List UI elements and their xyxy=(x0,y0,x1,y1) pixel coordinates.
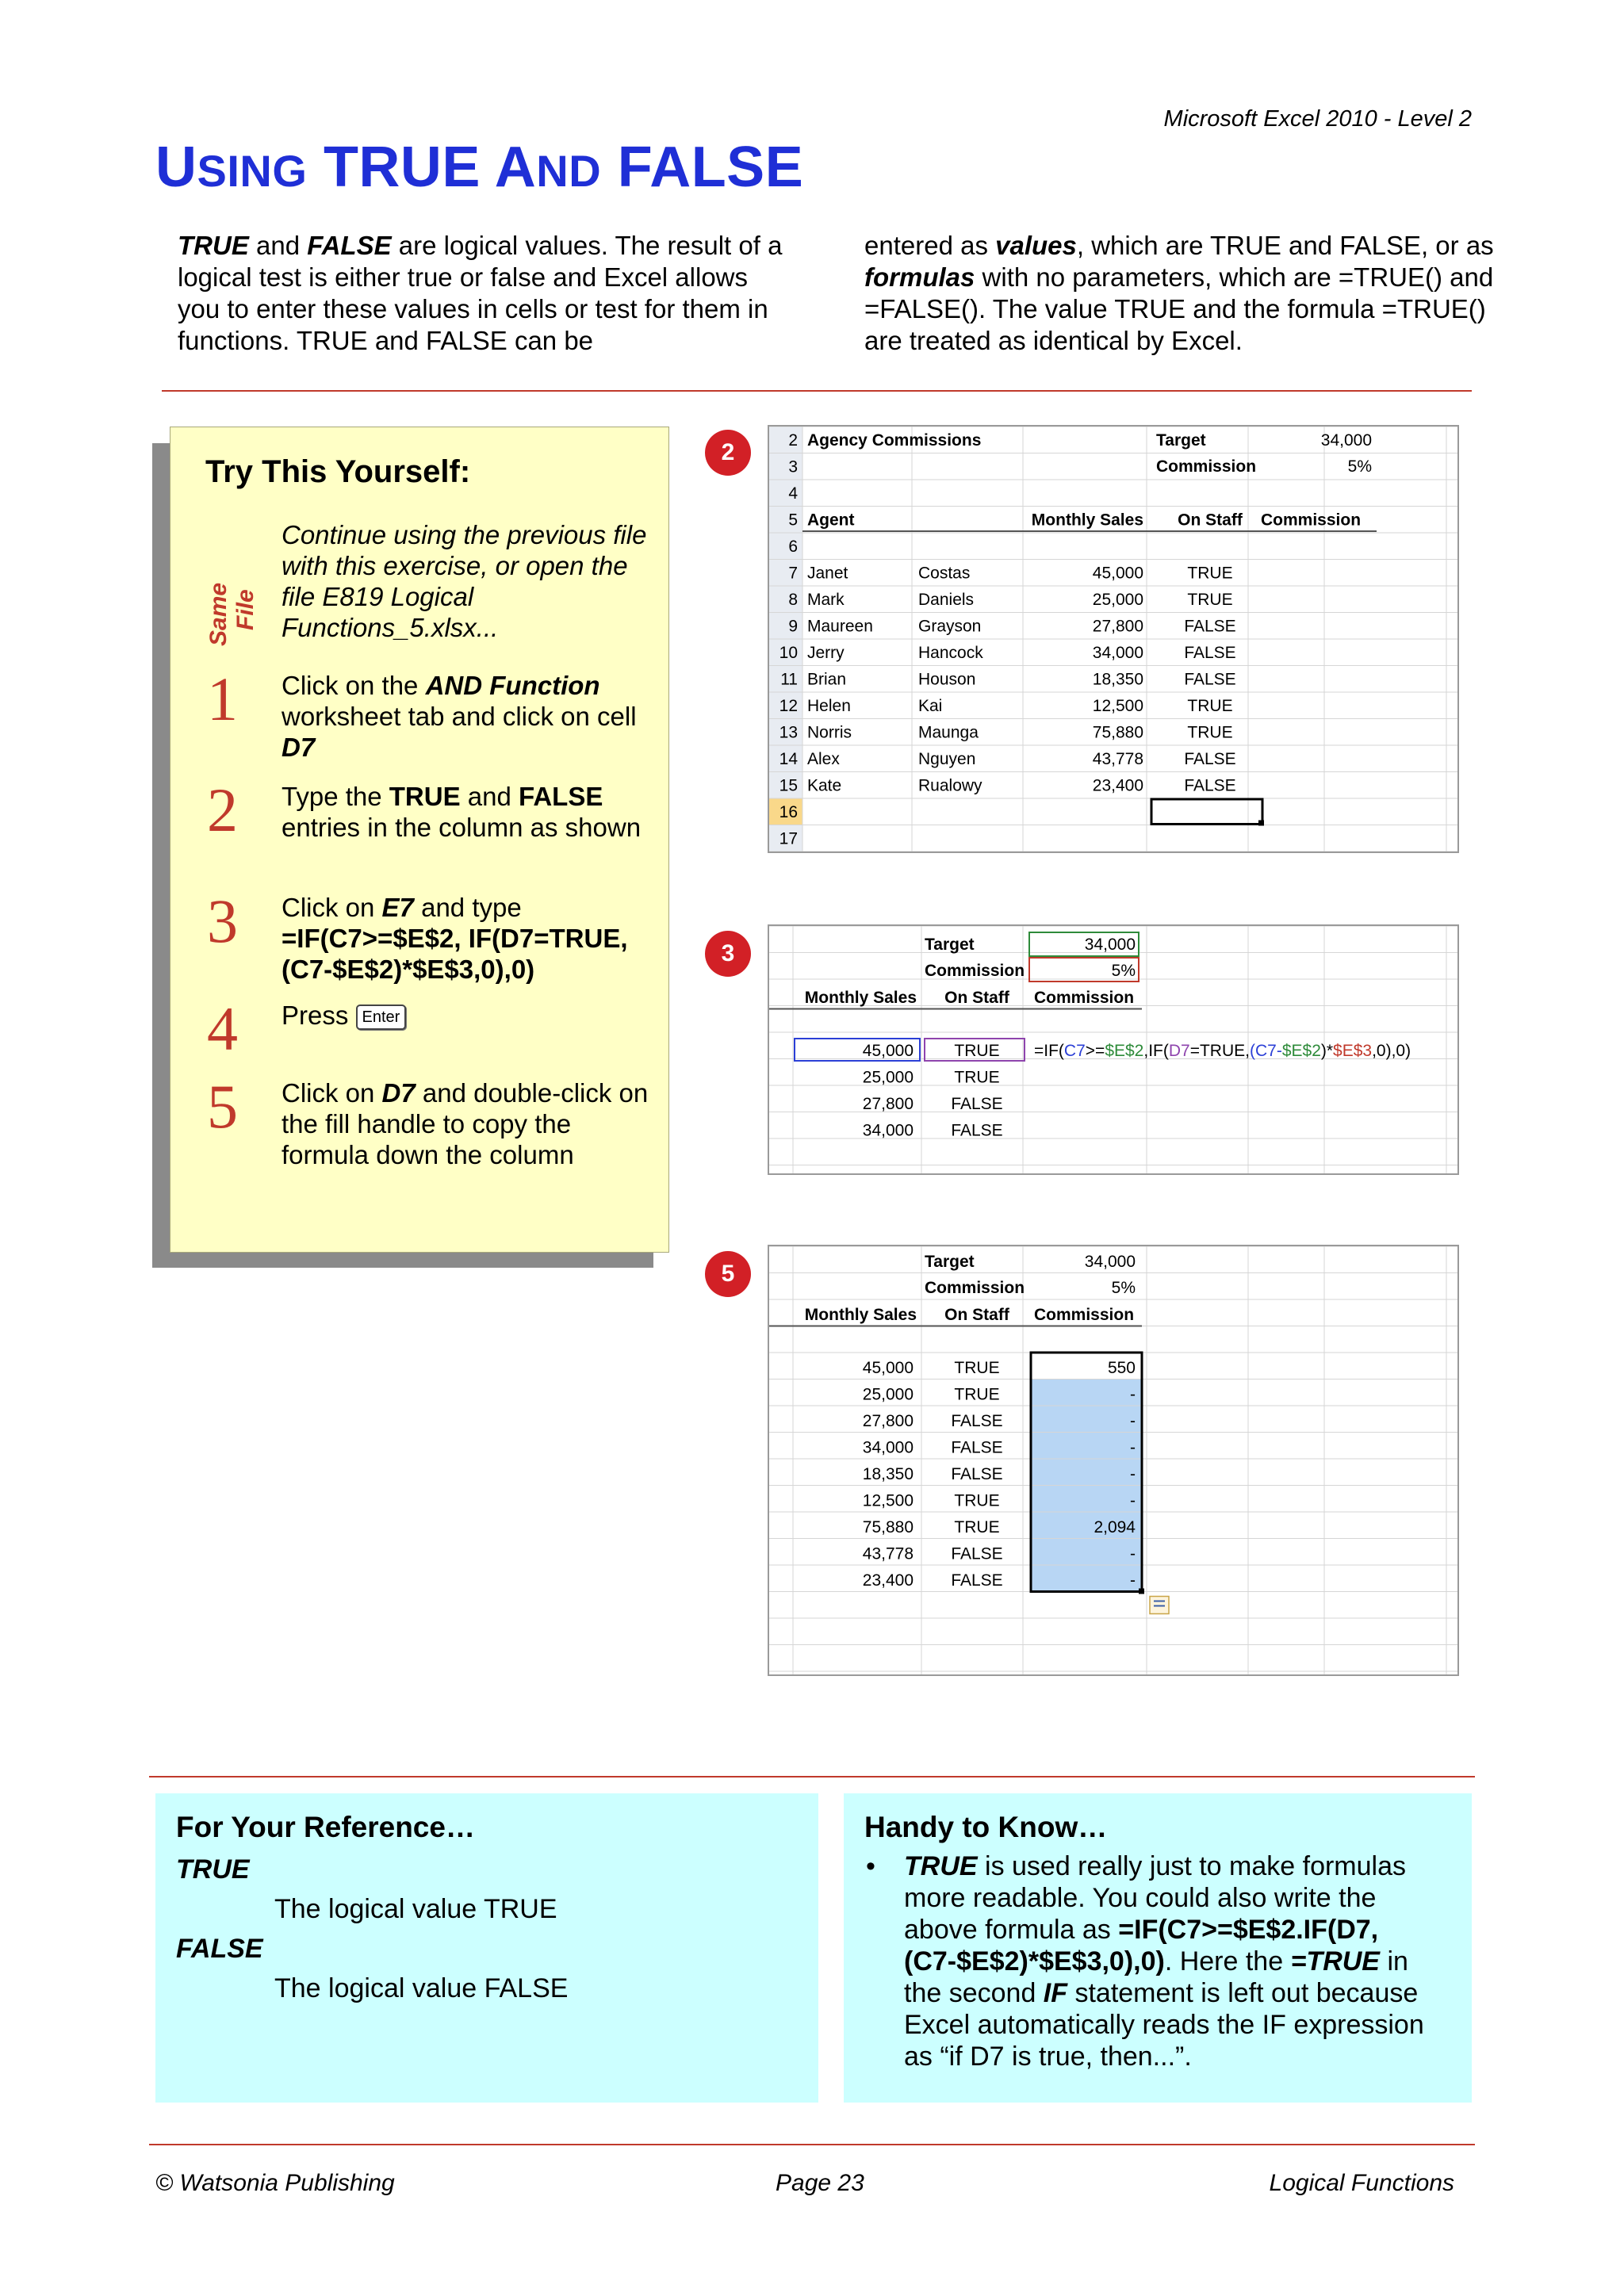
divider xyxy=(149,2144,1475,2145)
formula-part: >= xyxy=(1085,1042,1105,1060)
handy-text-part: in the second xyxy=(904,1946,1408,2008)
header-commission: Commission xyxy=(1261,511,1362,530)
monthly-sales-cell: 25,000 xyxy=(1092,591,1143,609)
formula-part: )* xyxy=(1320,1042,1334,1060)
intro-right xyxy=(864,230,1499,357)
commission-value: 5% xyxy=(1347,457,1372,476)
agent-last-name: Grayson xyxy=(918,617,982,636)
intro-text: and xyxy=(248,231,308,260)
row-number: 8 xyxy=(788,591,798,609)
agent-last-name: Maunga xyxy=(918,723,979,742)
commission-cell: 2,094 xyxy=(1094,1518,1136,1536)
step-text-part: Type the xyxy=(282,782,389,811)
step-number: 5 xyxy=(207,1072,238,1141)
intro-values: values xyxy=(995,231,1077,260)
footer-page: Page 23 xyxy=(776,2170,864,2196)
formula-part: D7 xyxy=(1168,1042,1190,1060)
on-staff-cell: TRUE xyxy=(1187,723,1233,742)
agent-first-name: Helen xyxy=(807,697,851,715)
header-monthly-sales: Monthly Sales xyxy=(1031,511,1143,530)
step-bold: FALSE xyxy=(519,782,603,811)
step-text-part: worksheet tab and click on cell xyxy=(282,702,637,731)
step-3-text xyxy=(282,892,654,985)
target-value: 34,000 xyxy=(1084,936,1136,954)
title-u: U xyxy=(155,136,197,199)
step-text-part: and double-click on the fill handle to copy the formula down the column xyxy=(282,1078,649,1169)
enter-key: Enter xyxy=(356,1004,407,1030)
row-number: 13 xyxy=(779,723,798,742)
header-on-staff: On Staff xyxy=(1178,511,1243,530)
on-staff-cell: FALSE xyxy=(951,1095,1003,1113)
commission-cell: - xyxy=(1130,1385,1136,1404)
on-staff-cell: TRUE xyxy=(1187,697,1233,715)
header-commission: Commission xyxy=(1034,1306,1135,1324)
formula-part: =TRUE, xyxy=(1189,1042,1250,1060)
formula-part: $E$2 xyxy=(1105,1042,1144,1060)
row-number: 14 xyxy=(779,750,798,768)
formula-part: ,IF( xyxy=(1143,1042,1169,1060)
course-header: Microsoft Excel 2010 - Level 2 xyxy=(1163,106,1472,132)
agent-first-name: Maureen xyxy=(807,617,873,636)
intro-text: with no parameters, which are =TRUE() and =FALSE(). The value TRUE and the formula =TRUE() are treated as identical by Excel. xyxy=(864,262,1494,355)
spreadsheet-step-5 xyxy=(768,1245,1459,1676)
header-on-staff: On Staff xyxy=(944,1306,1009,1324)
on-staff-cell: TRUE xyxy=(1187,564,1233,583)
on-staff-cell: FALSE xyxy=(951,1121,1003,1140)
step-number: 1 xyxy=(207,664,238,733)
intro-text: are logical values. The result of a logical test is either true or false and Excel allows you to enter these values in cells or test for them in functions. TRUE and FALSE can be xyxy=(178,231,783,355)
formula-part: $E$2 xyxy=(1281,1042,1321,1060)
on-staff-cell: TRUE xyxy=(954,1042,1000,1060)
on-staff-cell: FALSE xyxy=(951,1465,1003,1483)
handy-text-part: . Here the xyxy=(1164,1946,1291,1976)
sheet-2-grid xyxy=(769,926,1457,1173)
monthly-sales-cell: 34,000 xyxy=(862,1438,914,1457)
on-staff-cell: TRUE xyxy=(954,1518,1000,1536)
target-label: Target xyxy=(925,936,975,954)
title-true: TRUE xyxy=(323,136,481,199)
monthly-sales-cell: 25,000 xyxy=(862,1068,914,1087)
intro-true: TRUE xyxy=(178,231,249,260)
row-number: 11 xyxy=(780,670,798,689)
step-text-part: Click on xyxy=(282,1078,382,1108)
agent-first-name: Alex xyxy=(807,750,840,768)
step-text-part: and xyxy=(460,782,519,811)
agent-last-name: Costas xyxy=(918,564,971,583)
formula-part: C7 xyxy=(1063,1042,1086,1060)
commission-cell: - xyxy=(1130,1491,1136,1510)
row-number: 15 xyxy=(779,776,798,795)
step-bold: E7 xyxy=(381,893,414,922)
selected-cell xyxy=(1151,799,1262,825)
agent-first-name: Norris xyxy=(807,723,852,742)
on-staff-cell: FALSE xyxy=(1184,750,1236,768)
target-label: Target xyxy=(925,1253,975,1271)
fill-handle xyxy=(1258,821,1264,826)
target-value: 34,000 xyxy=(1320,431,1372,450)
formula-part: $E$3 xyxy=(1333,1042,1373,1060)
agent-first-name: Jerry xyxy=(807,644,845,662)
on-staff-cell: FALSE xyxy=(1184,644,1236,662)
handy-bold: IF xyxy=(1043,1978,1068,2008)
agent-first-name: Kate xyxy=(807,776,842,795)
monthly-sales-cell: 23,400 xyxy=(1092,776,1143,795)
handy-text-part: statement is left out because Excel automatically reads the IF expression as “if D7 is true, then...”. xyxy=(904,1978,1424,2072)
row-number: 16 xyxy=(779,803,798,821)
monthly-sales-cell: 12,500 xyxy=(1092,697,1143,715)
step-number: 2 xyxy=(207,775,238,844)
reference-desc: The logical value FALSE xyxy=(274,1973,569,2003)
step-text-part: Press xyxy=(282,1001,356,1030)
handy-bold: TRUE xyxy=(904,1851,978,1881)
commission-label: Commission xyxy=(1156,457,1257,476)
on-staff-cell: FALSE xyxy=(951,1412,1003,1430)
header-monthly-sales: Monthly Sales xyxy=(804,989,917,1007)
commission-cell: - xyxy=(1130,1544,1136,1563)
row-number: 10 xyxy=(779,644,798,662)
spreadsheet-step-2 xyxy=(768,425,1459,853)
on-staff-cell: TRUE xyxy=(954,1359,1000,1377)
commission-label: Commission xyxy=(925,1279,1025,1297)
step-2-text xyxy=(282,781,654,843)
on-staff-cell: FALSE xyxy=(1184,776,1236,795)
commission-cell: - xyxy=(1130,1571,1136,1590)
step-text-part: Click on xyxy=(282,893,382,922)
monthly-sales-cell: 25,000 xyxy=(862,1385,914,1404)
monthly-sales-cell: 45,000 xyxy=(862,1359,914,1377)
file-label: File xyxy=(232,589,259,630)
step-badge-5: 5 xyxy=(705,1251,751,1297)
commission-cell: 550 xyxy=(1107,1359,1136,1377)
handy-bold: =TRUE xyxy=(1290,1946,1380,1976)
row-number: 2 xyxy=(788,431,798,450)
step-text-part: and type xyxy=(413,893,522,922)
commission-cell: - xyxy=(1130,1465,1136,1483)
step-1-text xyxy=(282,670,654,763)
formula-part: (C7- xyxy=(1249,1042,1282,1060)
step-bold: D7 xyxy=(282,733,316,762)
on-staff-cell: TRUE xyxy=(1187,591,1233,609)
intro-false: FALSE xyxy=(307,231,392,260)
monthly-sales-cell: 45,000 xyxy=(862,1042,914,1060)
on-staff-cell: FALSE xyxy=(1184,617,1236,636)
reference-desc: The logical value TRUE xyxy=(274,1894,557,1924)
commission-value: 5% xyxy=(1111,962,1136,980)
monthly-sales-cell: 27,800 xyxy=(862,1095,914,1113)
step-5-text xyxy=(282,1077,654,1170)
fill-handle xyxy=(1139,1589,1144,1594)
row-number: 7 xyxy=(788,564,798,583)
title-false: FALSE xyxy=(617,136,804,199)
agent-last-name: Daniels xyxy=(918,591,975,609)
step-formula: =IF(C7>=$E$2, IF(D7=TRUE, (C7-$E$2)*$E$3,0),0) xyxy=(282,924,628,984)
header-on-staff: On Staff xyxy=(944,989,1009,1007)
agent-last-name: Nguyen xyxy=(918,750,976,768)
reference-term: TRUE xyxy=(176,1854,250,1885)
agent-last-name: Rualowy xyxy=(918,776,982,795)
target-label: Target xyxy=(1156,431,1206,450)
intro-left xyxy=(178,230,788,357)
monthly-sales-cell: 18,350 xyxy=(1092,670,1143,689)
row-number: 6 xyxy=(788,538,798,556)
step-4-text xyxy=(282,1000,654,1031)
agent-first-name: Mark xyxy=(807,591,845,609)
step-badge-2: 2 xyxy=(705,430,751,476)
sheet-3-grid xyxy=(769,1246,1457,1674)
sheet-title: Agency Commissions xyxy=(807,431,982,450)
monthly-sales-cell: 34,000 xyxy=(1092,644,1143,662)
formula-part: ,0),0) xyxy=(1372,1042,1411,1060)
reference-box xyxy=(155,1793,818,2103)
agent-first-name: Janet xyxy=(807,564,848,583)
intro-text: , which are TRUE and FALSE, or as xyxy=(1076,231,1494,260)
page-title xyxy=(155,135,803,200)
on-staff-cell: TRUE xyxy=(954,1491,1000,1510)
monthly-sales-cell: 43,778 xyxy=(862,1544,914,1563)
step-text-part: Click on the xyxy=(282,671,426,700)
header-agent: Agent xyxy=(807,511,855,530)
title-a: A xyxy=(494,136,537,199)
handy-text xyxy=(904,1850,1451,2072)
handy-title: Handy to Know… xyxy=(864,1811,1108,1843)
step-number: 4 xyxy=(207,994,238,1063)
footer-section: Logical Functions xyxy=(1269,2170,1454,2196)
on-staff-cell: TRUE xyxy=(954,1068,1000,1087)
divider xyxy=(162,390,1472,392)
monthly-sales-cell: 34,000 xyxy=(862,1121,914,1140)
title-sing: SING xyxy=(197,146,308,196)
monthly-sales-cell: 27,800 xyxy=(1092,617,1143,636)
monthly-sales-cell: 12,500 xyxy=(862,1491,914,1510)
intro-text: entered as xyxy=(864,231,996,260)
target-value: 34,000 xyxy=(1084,1253,1136,1271)
reference-title: For Your Reference… xyxy=(176,1811,475,1843)
try-title: Try This Yourself: xyxy=(205,454,471,489)
handy-text-part: is used really just to make formulas more readable. You could also write the above formula as xyxy=(904,1851,1406,1945)
reference-term: FALSE xyxy=(176,1934,263,1964)
row-number: 5 xyxy=(788,511,798,530)
header-commission: Commission xyxy=(1034,989,1135,1007)
commission-label: Commission xyxy=(925,962,1025,980)
on-staff-cell: FALSE xyxy=(951,1571,1003,1590)
formula-part: =IF( xyxy=(1034,1042,1064,1060)
step-text-part: entries in the column as shown xyxy=(282,813,642,842)
divider xyxy=(149,1776,1475,1777)
agent-first-name: Brian xyxy=(807,670,847,689)
commission-value: 5% xyxy=(1111,1279,1136,1297)
commission-cell: - xyxy=(1130,1412,1136,1430)
try-intro: Continue using the previous file with this exercise, or open the file E819 Logical Functions_5.xlsx... xyxy=(282,520,647,642)
row-number: 9 xyxy=(788,617,798,636)
on-staff-cell: TRUE xyxy=(954,1385,1000,1404)
commission-cell: - xyxy=(1130,1438,1136,1457)
footer-publisher: © Watsonia Publishing xyxy=(155,2170,395,2196)
step-bold: AND Function xyxy=(425,671,600,700)
row-number: 4 xyxy=(788,484,798,503)
row-number: 3 xyxy=(788,457,798,476)
try-this-yourself-box xyxy=(170,427,669,1253)
intro-formulas: formulas xyxy=(864,262,975,292)
on-staff-cell: FALSE xyxy=(951,1438,1003,1457)
on-staff-cell: FALSE xyxy=(951,1544,1003,1563)
monthly-sales-cell: 23,400 xyxy=(862,1571,914,1590)
row-number: 17 xyxy=(779,829,798,848)
monthly-sales-cell: 43,778 xyxy=(1092,750,1143,768)
step-bold: TRUE xyxy=(389,782,461,811)
monthly-sales-cell: 45,000 xyxy=(1092,564,1143,583)
bullet: • xyxy=(866,1851,875,1881)
title-nd: ND xyxy=(536,146,602,196)
agent-last-name: Kai xyxy=(918,697,943,715)
monthly-sales-cell: 27,800 xyxy=(862,1412,914,1430)
monthly-sales-cell: 75,880 xyxy=(862,1518,914,1536)
step-number: 3 xyxy=(207,886,238,955)
spreadsheet-step-3 xyxy=(768,924,1459,1175)
agent-last-name: Houson xyxy=(918,670,976,689)
handy-formula: =IF(C7>=$E$2.IF(D7,(C7-$E$2)*$E$3,0),0) xyxy=(904,1915,1379,1976)
agent-last-name: Hancock xyxy=(918,644,983,662)
sheet-1-grid xyxy=(769,427,1457,851)
handy-box xyxy=(844,1793,1472,2103)
same-file-label xyxy=(199,535,259,646)
on-staff-cell: FALSE xyxy=(1184,670,1236,689)
formula-text xyxy=(1034,1042,1411,1060)
same-label: Same xyxy=(205,582,232,646)
monthly-sales-cell: 75,880 xyxy=(1092,723,1143,742)
row-number: 12 xyxy=(779,697,798,715)
header-monthly-sales: Monthly Sales xyxy=(804,1306,917,1324)
step-badge-3: 3 xyxy=(705,931,751,977)
step-bold: D7 xyxy=(381,1078,416,1108)
monthly-sales-cell: 18,350 xyxy=(862,1465,914,1483)
